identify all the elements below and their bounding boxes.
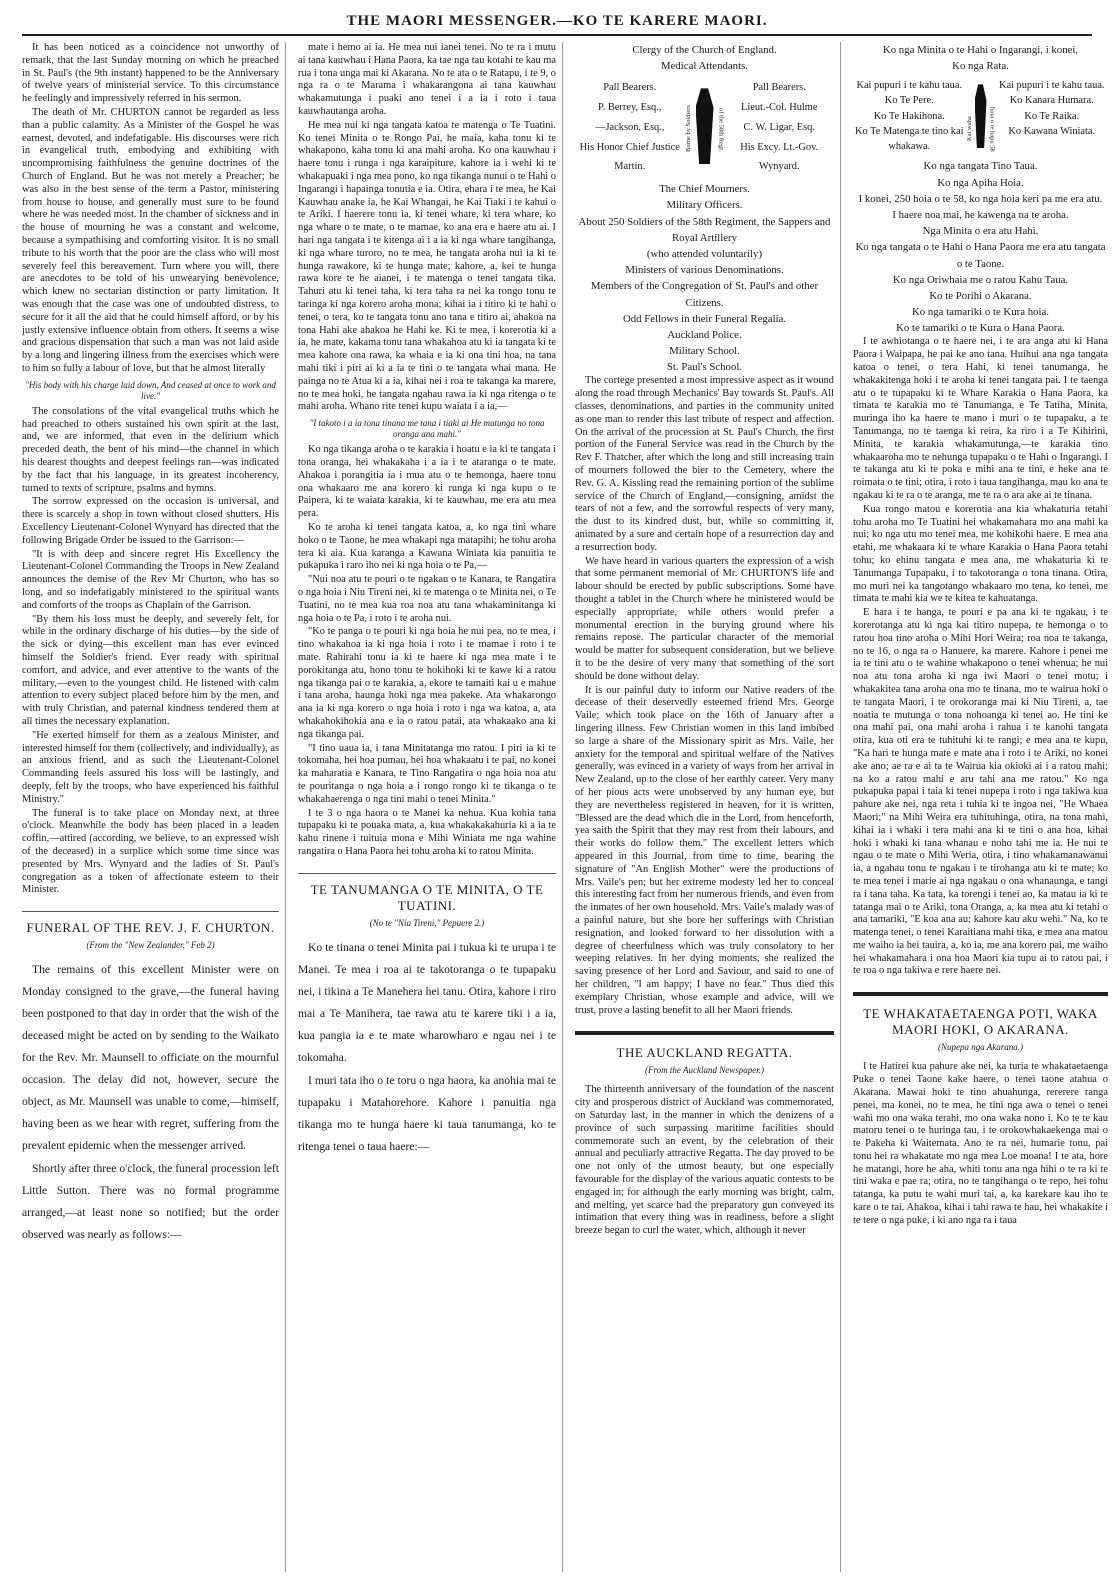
paragraph: The thirteenth anniversary of the foundation of the nascent city and prosperous district of Auckland was commemorated, on Saturday last, in the manner in which the denizens of a province of such surpassing maritime facilities should commemorate such an event, by the celebration of their annual and peculiarly attractive Regatta. The day proved to be one not only of the utmost beauty, but one especially favourable for the display of the various aquatic contests to be engaged in; for although the early morning was bright, calm, and melting, yet scarce had the preparatory gun conveyed its intimation that every thing was in readiness, before a slight breeze began to curl the water, which, although it never [575, 1084, 834, 1237]
col4-procession-top [853, 42, 1108, 74]
procession-line: (who attended voluntarily) [646, 247, 763, 260]
coffin-shape [975, 84, 987, 148]
procession-line: Clergy of the Church of England. [632, 44, 777, 56]
paragraph: The death of Mr. CHURTON cannot be regarded as less than a public calamity. As a Minister of the Gospel he was earnest, devoted, and indefatigable. His discourses were rich in evangelical truth, embodying and exhibiting with uncompromising faithfulness the genuine doctrines of the Church of England. But he was not merely a Preacher; he was also in the best sense of the term a Pastor, ministering from house to house, and generally must sure to be found where he was needed most. In the chamber of sickness and in the house of mourning he was a constant and welcome, because a sympathising and comforting visitor. It is no small tribute to his worth that the poor are the class who will most severely feel this bereavement. Turn where you will, there are anecdotes to be told of his unwearying benevolence, which knew no sectarian distinction or party limitation. It was enough that the case was one of undoubted distress, to secure for it all the aid that he could himself afford, or by his justly extensive influence obtain from others. It seems a wise and gracious dispensation that such a man was not laid aside by a long and lingering illness from the exercises which were to him so fully a labour of love, but that he almost literally [22, 106, 279, 374]
procession-line: Ko Kawana Winiata. [1008, 125, 1096, 137]
procession-line: The Chief Mourners. [659, 183, 750, 196]
paragraph: "Nui noa atu te pouri o te ngakau o te Kanara, te Rangatira o nga hoia i Niu Tireni nei, ki te matenga o te Minita nei, o Te Tuatini, no te mea kua roa noa atu tana whakaminitanga ki nga hoia o te Pa, i roto i te aroha nui. [298, 574, 556, 624]
procession-line: St. Paul's School. [666, 361, 743, 374]
col4-pall-bearers [853, 78, 1108, 154]
coffin-side-right: hoia o te hapu 58 [988, 106, 996, 152]
column-2 [298, 42, 563, 1572]
paragraph: It is our painful duty to inform our Native readers of the decease of their deservedly esteemed friend Mrs. George Vaile; which took place on the 16th of January after a lingering illness. Few Christian women in this land imbibed so large a share of the Missionary spirit as Mrs. Vaile, her anxiety for the temporal and spiritual welfare of the Natives generally, was evinced in a variety of ways from her arrival in New Zealand, up to the close of her earthly career. Very many of her pious acts were unobserved by any human eye, but they are nevertheless registered in heaven, for it is written, "Blessed are the dead which die in the Lord, from henceforth, yea saith the Spirit that they may rest from their labours, and their works do follow them." The excellent letters which appeared in this Journal, from time to time, bearing the signature of "An English Mother" were the productions of Mrs. Vaile's pen; but her extreme modesty led her to conceal this interesting fact from her numerous friends, and even from the inmates of her own household. Mrs. Vaile's malady was of a painful nature, but she bore her sufferings with Christian resignation, and looked forward to her dissolution with a degree of cheerfulness which was truly consolatory to her weeping relatives. In her dying moments, she realized the saving presence of her Lord and Saviour, and said to one of her children, "I am happy; I have no fear." Thus died this exemplary Christian, whose example and advice, will we trust, prove a lasting benefit to all her Maori friends. [575, 684, 834, 1016]
procession-line: About 250 Soldiers of the 58th Regiment, the Sappers and Royal Artillery [578, 215, 831, 244]
paragraph: The sorrow expressed on the occasion is universal, and there is scarcely a shop in town without closed shutters. His Excellency Lieutenant-Colonel Wynyard has directed that the following Brigade Order be issued to the Garrison:— [22, 496, 279, 546]
procession-line: Ko nga Minita o te Hahi o Ingarangi, i konei, [882, 44, 1079, 56]
procession-line: Kai pupuri i te kahu taua. [856, 80, 963, 92]
column-4 [853, 42, 1108, 1572]
procession-line: Ko te tamariki o te Kura o Hana Paora. [896, 322, 1065, 335]
coffin-side-right: of the 58th Regt. [717, 107, 725, 152]
col4-paragraphs [853, 336, 1108, 978]
procession-line: Ministers of various Denominations. [625, 264, 784, 277]
column-1 [22, 42, 286, 1572]
procession-line: C. W. Ligar, Esq. [743, 121, 815, 133]
paragraph: "By them his loss must be deeply, and severely felt, for while in the ordinary discharge of his duties—by the side of the sick or dying—this excellent man has ever evinced himself the Soldier's friend. Ever ready with spiritual comfort, and advice, and ever attentive to the wants of the military,—even to the youngest child. He listened with calm attention to every subject placed before him by the men, and with truly Christian, and paternal kindness tendered them at all times the necessary explanation. [22, 613, 279, 727]
procession-line: I konei, 250 hoia o te 58, ko nga hoia keri pa me era atu. [858, 192, 1103, 205]
procession-line: Ko nga tangata o te Hahi o Hana Paora me era atu tangata o te Taone. [855, 241, 1106, 270]
paragraph: Ko te tinana o tenei Minita pai i tukua ki te urupa i te Manei. Te mea i roa ai te takotoranga o te tupapaku nei, i tikina a Te Manehera hei tanu. Otira, kahore i riro mai a Te Manihera, tae rawa atu te karere tiki i a ia, kua pangia ia e te mate wharowharo e ngau nei i te tokomaha. [298, 940, 556, 1064]
paragraph: "He exerted himself for them as a zealous Minister, and interested himself for them (collectively, and individually), as an anxious friend, and as such the Lieutenant-Colonel Commanding feels assured his loss will be lastingly, and deeply, felt by the troops, who have experienced his faithful Ministry." [22, 729, 279, 805]
col4-bearers-left [853, 78, 966, 154]
col2-paragraphs-2 [298, 444, 556, 859]
procession-line: —Jackson, Esq., [595, 121, 665, 133]
procession-line: P. Berrey, Esq., [598, 102, 662, 114]
masthead: THE MAORI MESSENGER.—KO TE KARERE MAORI. [22, 8, 1092, 36]
procession-line: Members of the Congregation of St. Paul's and other Citizens. [590, 280, 819, 309]
col2-paragraphs [298, 42, 556, 414]
col2-quote: "I takoto i a ia tona tinana me tana i tiaki ai He mutunga no tona oranga ana mahi." [309, 418, 545, 440]
paragraph: Ko te aroha ki tenei tangata katoa, a, ko nga tini whare hoko o te Taone, he mea whakapi nga matapihi; he tohu aroha tera ki aia. Kua karanga a Kawana Winiata kia panuitia te pukapuka i raro iho nei ki nga hoia o te Pa,— [298, 522, 556, 572]
col3-section-title: THE AUCKLAND REGATTA. [575, 1031, 834, 1061]
procession-line: I haere noa mai, he kawenga na te aroha. [892, 208, 1069, 221]
procession-line: Ko nga Rata. [952, 60, 1009, 73]
procession-line: Odd Fellows in their Funeral Regalia. [622, 312, 787, 325]
col3-bearers-right [725, 78, 835, 177]
column-3 [575, 42, 841, 1572]
col3-paragraphs-2 [575, 1084, 834, 1238]
procession-line: Pall Bearers. [752, 82, 806, 94]
coffin-icon [966, 78, 996, 154]
coffin-icon [685, 78, 725, 174]
procession-line: Military School. [669, 345, 740, 358]
col1-section-title: FUNERAL OF THE REV. J. F. CHURTON. [22, 911, 279, 936]
procession-line: Ko Te Matenga te tino kai whakawa. [855, 125, 964, 152]
col3-section-source: (From the Auckland Newspaper.) [645, 1065, 764, 1076]
procession-line: His Honor Chief Justice Martin. [579, 141, 680, 173]
procession-line: Kai pupuri i te kahu taua. [998, 80, 1105, 92]
procession-line: Pall Bearers. [603, 82, 657, 94]
procession-line: Military Officers. [666, 199, 743, 212]
col4-section-source: (Nupepa nga Akarana.) [937, 1042, 1024, 1053]
procession-line: Ko nga tangata Tino Taua. [923, 160, 1038, 173]
procession-line: Ko te Porihi o Akarana. [929, 289, 1032, 302]
col3-paragraphs [575, 375, 834, 1017]
procession-line: Ko Te Raika. [1024, 110, 1080, 122]
col1-paragraphs-3 [22, 959, 279, 1246]
paragraph: I muri tata iho o te toru o nga haora, ka anohia mai te tupapaku i Matahorehore. Kahore i panuitia nga tikanga mo te hunga haere ki taua tanumanga, ko te ritenga tenei o taua haere:— [298, 1073, 556, 1153]
coffin-side-left: Kai waha [965, 117, 973, 142]
paragraph: I te awhiotanga o te haere nei, i te ara anga atu ki Hana Paora i Waipapa, he pai ke ano tana. Huihui ana nga tangata katoa o tenei, o tera Hahi, ki tenei tanumanga, he whakakitenga hoki i te aroha ki tenei tangata pai. I te taenga atu o te tupapaku ki te Whare Karakia o Hana Paora, ka timata te karakia mo te Tanumanga, e Te Tatiha, Minita, muringa iho ka haere te mano i muri o te tupapaku, a te Tanumanga, no te taenga ki reira, ka riro i a Te Kihirini, Minita, te karakia whakamutunga,—te karakia tino whakaaroha mo te nehunga tupapaku o te Hahi o Ingarangi. I te takanga atu ki te poka e mihi ana te tini, e heke ana te roimata o te tini; otira, i roto i taua tangihanga, mau ko ana te ngakau ki te ra o te aranga, me te ra o ara ake ai te tinana. [853, 336, 1108, 501]
col2-paragraphs-3 [298, 937, 556, 1158]
paragraph: "It is with deep and sincere regret His Excellency the Lieutenant-Colonel Commanding the Troops in New Zealand announces the demise of the Rev Mr Churton, who has so long, and so indefatigably ministered to the spiritual wants and comforts of the troops as Chaplain of the Garrison. [22, 548, 279, 611]
procession-line: Ko Te Hakihona. [873, 110, 945, 122]
col1-paragraphs [22, 42, 279, 376]
coffin-side-left: Borne by Soldiers [684, 105, 692, 153]
col4-procession-lines [853, 158, 1108, 336]
procession-line: Ko Kanara Humara. [1009, 95, 1094, 107]
paragraph: The funeral is to take place on Monday next, at three o'clock. Meanwhile the body has been placed in a leaden coffin,—attired (according, we believe, to an expressed wish of the deceased) in a surplice which some time since was presented by Mrs. Wynyard and the ladies of St. Paul's congregation as a token of affectionate esteem to their Minister. [22, 807, 279, 896]
col4-bearers-right [996, 78, 1109, 154]
col4-paragraphs-2 [853, 1061, 1108, 1227]
paragraph: mate i hemo ai ia. He mea nui ianei tenei. No te ra i mutu ai tana kauwhau i Hana Paora, ka tae nga tau kotahi te kau ma rua i tona unga mai ki Akarana. No te ata o te Ratapu, i te 9, o nga ra o te Marama i whakarangona ai tana kauwhau whakamutunga i puaki ano tenei i a ia i roto i taua kauwhautanga aroha. [298, 42, 556, 117]
paragraph: "I tino uaua ia, i tana Minitatanga mo ratou. I piri ia ki te tokomaha, hei hoa pumau, hei hoa whakaatu i te pai, no konei ka maharatia e Kanara, te Tino Rangatira o nga hoia noa atu te pouritanga o nga hoia a i rongo rongo ki te tikanga o te whakahaerenga o nga tini mahi o tenei Minita." [298, 742, 556, 805]
col3-pall-bearers [575, 78, 834, 177]
col1-section-source: (From the "New Zealander," Feb 2) [86, 940, 215, 951]
paragraph: The consolations of the vital evangelical truths which he had preached to others sustained his own spirit at the last, and, we are informed, that even in the delirium which preceded death, the bent of his mind—the channel in which his dearest thoughts and deepest feelings ran—was indicated by the fact that his language, in its greatest incoherency, turned to texts of scripture, psalms and hymns. [22, 405, 279, 494]
col4-section-title: TE WHAKATAETAENGA POTI, WAKA MAORI HOKI, O AKARANA. [853, 992, 1108, 1038]
col3-procession-top [575, 42, 834, 74]
col1-paragraphs-2 [22, 406, 279, 897]
procession-line: Lieut.-Col. Hulme [741, 102, 818, 114]
col3-procession-lines [575, 181, 834, 375]
procession-line: Ko nga Oriwhaia me o ratou Kahu Taua. [892, 273, 1069, 286]
coffin-shape [696, 88, 714, 164]
procession-line: Ko nga tamariki o te Kura hoia. [911, 306, 1050, 319]
procession-line: Ko Te Pere. [884, 95, 934, 107]
procession-line: Ko nga Apiha Hoia. [937, 176, 1024, 189]
paragraph: He mea nui ki nga tangata katoa te matenga o Te Tuatini. Ko tenei Minita o te Rongo Pai, he maia, kaha tonu ki te whakapono, kaha tonu ki ana mahi aroha. Ko ona kauwhau i haere tonu i runga i nga karaipiture, kahore ia i wehi ki te whakapuaki i nga mea pono, ko nga tikanga nunui o te Hahi o Ingarangi i hapainga tonutia e ia. Otira, ehara i te mea, he Kai Kauwhau anake ia, he Kai Whangai, he Kai Tiaki i te kahui o te Ariki. I haerere tonu ia, ki tenei whare, ki tera whare, ko nga whare o te mate, o te mamae, ko ana era e haere atu ai. I hari nga tangata i te kitenga ai i a ia ki nga whare tangihanga, ki nga whare turoro, no te mea, he tangata aroha nui ia ki te hunga rawakore, ki te hunga mate; kahore, a, kei te hunga rawa kore te he aianei, i te matenga o tenei tangata tika. Tahuri atu ki tenei taha, ki tera taha ra nei ka rongo tonu te taringa ki nga korero aroha mona; kihai ia i titiro ki te hahi o tenei, o tera, ko te tangata tonu ano tana e titiro ai, ahakoa na tona Hahi ake ahakoa he Hahi ke. Ki te mea, i korerotia ki a ia, he mate, kakama tonu tana whakahoa atu ki ia tangata ki te mea kahore ona rawa, ka whaia e ia ki ona tini hoa, na tana mahi tiki i piri ai ki a ia te tini o te tangata whai mana. He painga no te Atua ki a ia, kihai nei i roa te takanga ka marere, no te mea hoki, he tangata ngahau rawa ia ki nga ritenga o te mahi aroha. Whano rite tenei kupu waiata i a ia,— [298, 119, 556, 413]
procession-line: Nga Minita o era atu Hahi. [922, 225, 1039, 238]
col1-quote: "His body with his charge laid down, And ceased at once to work and live." [25, 379, 276, 401]
procession-line: His Excy. Lt.-Gov. Wynyard. [740, 141, 819, 173]
procession-line: Medical Attendants. [661, 60, 748, 73]
paragraph: "Ko te panga o te pouri ki nga hoia he nui pea, no te mea, i tino whakahoa ia ki nga hoia i roto i te mamae i roto i te mate. Rahirahi tonu ia ki te haere ki nga mea mate i te porokitanga atu, hono tonu te hokihoki ki te kawe ki a ratou nga tikanga pai o te karakia, a, ekore te tamaiti kai u e mahue i tana aroha, haunga hoki nga mea pakeke. Ata whakarongo ana ia ki nga korero o nga hoia i roto i nga wa katoa, a, ata whakahokihokia ana e ia o ratou patai, ata whakaako ana ki nga tikanga pai. [298, 626, 556, 740]
paragraph: The remains of this excellent Minister were on Monday consigned to the grave,—the funeral having been postponed to that day in order that the wish of the deceased might be acted on by sending to the Waikato for the Rev. Mr. Maunsell to officiate on the mournful occasion. The delay did not, however, secure the object, as Mr. Maunsell was unable to come,—himself, having been as we hear with regret, suffering from the prevalent epidemic when the messenger arrived. [22, 963, 279, 1153]
paragraph: I te 3 o nga haora o te Manei ka nehua. Kua kohia tana tupapaku ki te pouaka mata, a, kua whakakakahuria ki a ia te kahu rinene i tuituia mona e Mihi Winiata me nga wahine rangatira o Hana Paora hei tohu aroha ki to ratou Minita. [298, 807, 556, 857]
paragraph: Shortly after three o'clock, the funeral procession left Little Sutton. There was no formal programme arranged,—at least none so notified; but the order observed was nearly as follows:— [22, 1162, 279, 1242]
paragraph: Kua rongo matou e korerotia ana kia whakaturia tetahi tohu aroha mo Te Tuatini hei whakamahara mo ana mahi ka nui; ko nga utu mo tenei mea, me kohikohi haere. E mea ana etahi, me whakaara ki te whare Karakia o Hana Paora tetahi tohu; ko ehinu tangata e mea ana, me whakaturia ki te Tanumanga Tupapaku, i to takotoranga o tona tinana. Otira, mo muri nei ka tangotango whakaaro mo tena, ko tenei, me timata te mahi kia we te kitea te kahuatanga. [853, 503, 1108, 605]
procession-line: Auckland Police. [667, 328, 742, 341]
col2-section-source: (No te "Nia Tireni," Pepuere 2.) [369, 917, 485, 928]
paragraph: It has been noticed as a coincidence not unworthy of remark, that the last Sunday morning on which he preached in St. Paul's (the 9th instant) happened to be the Anniversary of twelve years of ministerial service. To this circumstance he feelingly and impressively referred in his sermon. [22, 42, 279, 105]
paragraph: E hara i te hanga, te pouri e pa ana ki te ngakau, i te korerotanga atu ki nga kai titiro nupepa, te hemonga o to ratou hoa tino aroha o Mihi Hori Weira; roa noa te takanga, no te 16, o nga ra o Hanuere, ka marere. Kahore i penei me ia te tini atu o te wahine whakapono o tenei whenua; he nui noa atu tona aroha ki nga iwi Maori o tenei motu; i whakakitea tana aroha ona mo te tinana, mo te wairua hoki o te tangata Maori, i te orokoranga mai ki Niu Tireni, a, tae noatia te mutunga o tona nohoanga ki tenei ao. He tini ke ona mahi pai, ona mahi aroha i rahua i te kanohi tangata otira, kua oti era te tuhituhi ki te rangi; e mea ana te kupu, "Ka hari te hunga mate e mate ana i roto i te Ariki, no konei ake ano; ae ra e ai ta te Wairua kia okioki ai i a ratou mahi; na ko a ratou mahi e aru tahi ana me ratou." Ko nga pukapuka papai i taia ki tenei nupepa i roto i nga takiwa kua pahure ake nei, nga reta i tuhia ki te ingoa nei, "He Whaea Maori;" na Mihi Weira era tuhituhinga, otira, na tona mahi, kihai ia i whaki i tera mahi ana ki te tini o ana hoa, kihai hoki i whaki ki tana whanau e noho tahi me ia. He nui te ngau o te mate o Mihi Weria, otira, i tino whakamanawanui ia, a ngahau tonu te ngakau i te tirohanga atu ki te mate; ko te mea tenei i marie ai nga ngakau o ona whanaunga, e tangi ra i tana taha. Ka tata, ka torengi i tenei ao, ka matau ia ki te tatanga mai o te Ariki, tona Oranga, a, ka mea atu ki tetahi o ana tamariki, "E koa ana au; kahore kau aku wehi." Na, ko te matenga tenei, o tenei Karaitiana mahi tika, e mea ana matou me waiho ia hei tauira, a, ko ia, me ana korero pai, me waiho hei whakamahara i ona hoa Maori kia tupu ai to ratou pai, i te roa o nga takiwa e rere haere nei. [853, 607, 1108, 977]
paragraph: Ko nga tikanga aroha o te karakia i hoatu e ia ki te tangata i tona oranga, hei whakakaha i a ia i te ataranga o te mate. Ahakoa i porangitia ia i mua atu o te hemonga, haere tonu ona whakaaro me ana korero ki runga ki nga kupu o te Paipera, ki te waiata karakia, ki te kauwhau, me era atu mea pera. [298, 444, 556, 520]
columns [22, 42, 1108, 1572]
paragraph: The cortege presented a most impressive aspect as it wound along the road through Mechanics' Bay towards St. Paul's. All classes, denominations, and parties in the community united as one man to render this last tribute of respect and affection. On the arrival of the procession at St. Paul's Church, the first portion of the Funeral Service was read in the Church by the Rev F. Thatcher, after which the long and still increasing train of mourners followed the bier to the Cemetery, where the Rev. G. A. Kissling read the remaining portion of the sublime service of the Church of England,—consigning, amidst the tears of not a few, and the sorrowful respects of very many, the dust to its kindred dust, but, while so committing it, animated by a sure and certain hope of a resurrection day and a resurrection body. [575, 375, 834, 553]
paragraph: I te Hatirei kua pahure ake nei, ka turia te whakataetaenga Puke o tenei Taone kake haere, o tenei taone atahua o Akarana. Mawai hoki te tino ahuahunga, rererere ranga penei, ma konei, no te mea, he tini nga awa o tenei o tenei wahi mo ona waka terahi, mo ona waka nono i. Ko te te kau matoru tenei o te huringa tau, i te orokowhakaekenga mai o te Pakeha ki Waitemata. Ano te ra nei, humarie tonu, pai tonu hei ra whakatate mo nga mea Loe moana! I te ata, hore he matangi, hore he aha, whiti tonu ana nga hihi o te ra ki te tini waka e pae ra; otira, no te tangihanga o te repo, hei tohu tatanga, ka putu te wahi muri tai, a, ka karekare kau iho te kare o te tai. Ahakoa, kihai i tahi rawa te hau, hei whakakite i te tere o nga puke, i ki ano nga ra i taua [853, 1061, 1108, 1226]
col2-section-title: TE TANUMANGA O TE MINITA, O TE TUATINI. [298, 873, 556, 914]
paragraph: We have heard in various quarters the expression of a wish that some permanent memorial of Mr. CHURTON'S life and labour should be erected by public subscriptions. Some have thought a tablet in the Church where he ministered would be especially appropriate, while others would prefer a monumental erection in the burying ground where his remains repose. The particular character of the memorial would be matter for subsequent consideration, but we believe it to be the desire of very many that something of the sort should be done without delay. [575, 555, 834, 682]
col3-bearers-left [575, 78, 685, 177]
